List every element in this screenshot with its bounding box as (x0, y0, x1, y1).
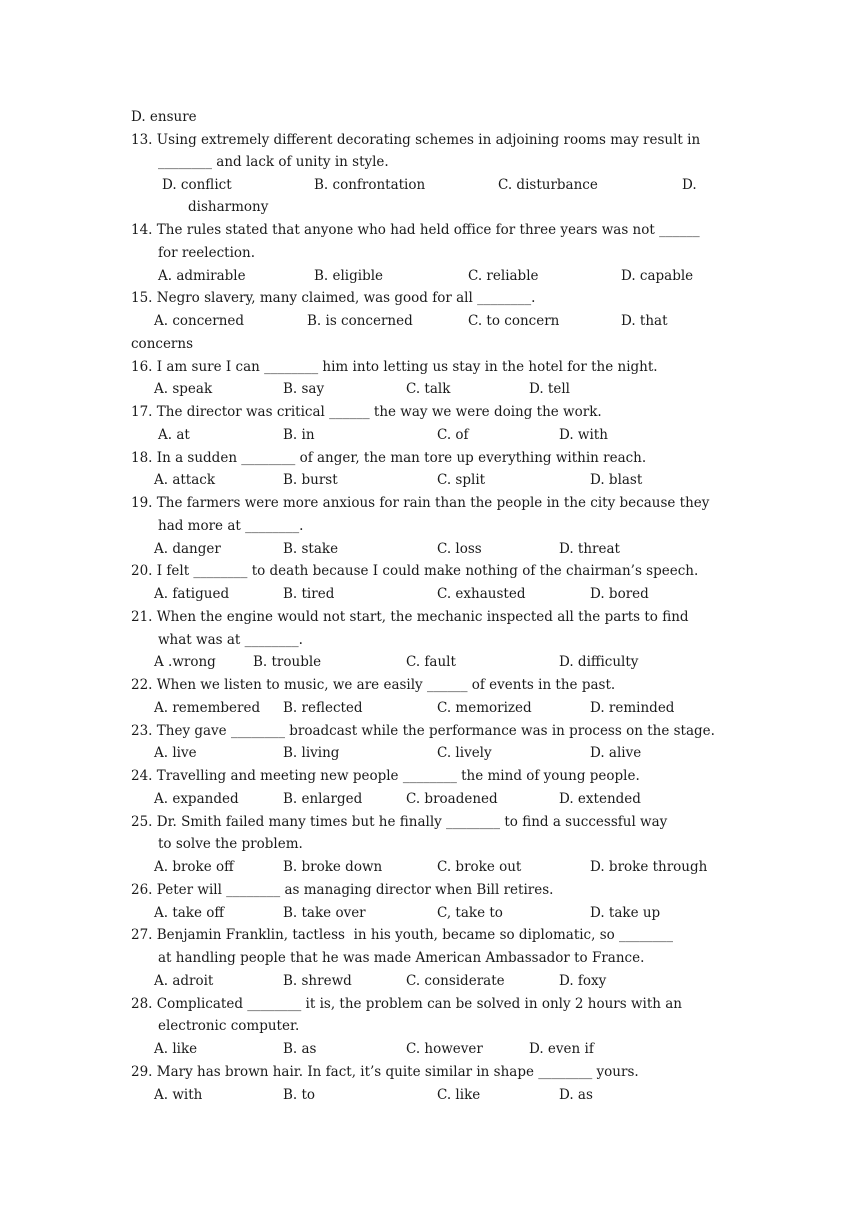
answer-option: A. speak (154, 381, 213, 397)
answer-option: B. to (283, 1087, 316, 1103)
answer-option: A. adroit (154, 973, 214, 989)
question-text: concerns (131, 336, 194, 352)
answer-option: D. conflict (162, 177, 232, 193)
answer-option: D. ensure (131, 109, 197, 125)
answer-option: C. of (437, 427, 469, 443)
answer-option: A. expanded (154, 791, 239, 807)
answer-option: D. capable (621, 268, 694, 284)
answer-option: D. alive (590, 745, 642, 761)
question-text: disharmony (188, 199, 269, 215)
question-text: 21. When the engine would not start, the mechanic inspected all the parts to find (131, 609, 689, 625)
question-text: 19. The farmers were more anxious for rain than the people in the city because they (131, 495, 710, 511)
answer-option: B. reflected (283, 700, 363, 716)
question-text: ________ and lack of unity in style. (158, 154, 389, 170)
question-text: 24. Travelling and meeting new people ________ the mind of young people. (131, 768, 640, 784)
answer-option: C, take to (437, 905, 503, 921)
answer-option: C. considerate (406, 973, 505, 989)
answer-option: A. broke off (154, 859, 234, 875)
question-text: had more at ________. (158, 518, 304, 534)
answer-option: B. enlarged (283, 791, 363, 807)
answer-option: B. stake (283, 541, 339, 557)
answer-option: A. admirable (158, 268, 246, 284)
answer-option: A. danger (154, 541, 221, 557)
answer-option: B. broke down (283, 859, 383, 875)
answer-option: B. say (283, 381, 325, 397)
answer-option: B. take over (283, 905, 366, 921)
answer-option: D. with (559, 427, 608, 443)
answer-option: C. lively (437, 745, 492, 761)
answer-option: D. take up (590, 905, 661, 921)
answer-option: D. reminded (590, 700, 675, 716)
answer-option: B. confrontation (314, 177, 426, 193)
answer-option: A. fatigued (154, 586, 230, 602)
answer-option: D. extended (559, 791, 641, 807)
answer-option: C. however (406, 1041, 483, 1057)
answer-option: C. like (437, 1087, 481, 1103)
answer-option: D. (682, 177, 697, 193)
answer-option: B. in (283, 427, 315, 443)
question-text: 13. Using extremely different decorating schemes in adjoining rooms may result in (131, 132, 701, 148)
question-text: 27. Benjamin Franklin, tactless in his youth, became so diplomatic, so ________ (131, 927, 674, 943)
answer-option: C. to concern (468, 313, 560, 329)
question-text: 23. They gave ________ broadcast while the performance was in process on the stage. (131, 723, 715, 739)
question-text: electronic computer. (158, 1018, 300, 1034)
answer-option: C. exhausted (437, 586, 526, 602)
answer-option: C. fault (406, 654, 456, 670)
answer-option: D. broke through (590, 859, 708, 875)
answer-option: D. as (559, 1087, 593, 1103)
answer-option: B. burst (283, 472, 338, 488)
answer-option: A. live (154, 745, 197, 761)
question-text: at handling people that he was made American Ambassador to France. (158, 950, 645, 966)
question-text: 22. When we listen to music, we are easily ______ of events in the past. (131, 677, 616, 693)
answer-option: A. concerned (154, 313, 245, 329)
answer-option: C. broke out (437, 859, 522, 875)
answer-option: B. as (283, 1041, 317, 1057)
question-text: 28. Complicated ________ it is, the problem can be solved in only 2 hours with an (131, 996, 682, 1012)
answer-option: D. foxy (559, 973, 607, 989)
question-text: 18. In a sudden ________ of anger, the man tore up everything within reach. (131, 450, 647, 466)
answer-option: D. difficulty (559, 654, 639, 670)
answer-option: A. with (154, 1087, 203, 1103)
question-text: what was at ________. (158, 632, 303, 648)
answer-option: D. bored (590, 586, 649, 602)
answer-option: C. memorized (437, 700, 532, 716)
answer-option: B. shrewd (283, 973, 352, 989)
question-text: 15. Negro slavery, many claimed, was good for all ________. (131, 290, 536, 306)
answer-option: D. tell (529, 381, 570, 397)
answer-option: D. even if (529, 1041, 594, 1057)
answer-option: D. blast (590, 472, 643, 488)
question-text: 29. Mary has brown hair. In fact, it’s quite similar in shape ________ yours. (131, 1064, 639, 1080)
answer-option: B. is concerned (307, 313, 413, 329)
question-text: 16. I am sure I can ________ him into letting us stay in the hotel for the night. (131, 359, 658, 375)
answer-option: A. like (154, 1041, 198, 1057)
answer-option: B. eligible (314, 268, 384, 284)
answer-option: A. attack (154, 472, 216, 488)
answer-option: D. that (621, 313, 668, 329)
answer-option: C. broadened (406, 791, 498, 807)
question-text: 20. I felt ________ to death because I could make nothing of the chairman’s speech. (131, 563, 699, 579)
answer-option: C. disturbance (498, 177, 598, 193)
answer-option: B. tired (283, 586, 335, 602)
answer-option: A. take off (154, 905, 224, 921)
answer-option: C. loss (437, 541, 482, 557)
question-text: 14. The rules stated that anyone who had held office for three years was not ______ (131, 222, 700, 238)
answer-option: B. living (283, 745, 340, 761)
answer-option: C. reliable (468, 268, 539, 284)
question-text: to solve the problem. (158, 836, 303, 852)
answer-option: A .wrong (154, 654, 216, 670)
answer-option: C. split (437, 472, 486, 488)
answer-option: C. talk (406, 381, 451, 397)
question-text: 25. Dr. Smith failed many times but he finally ________ to find a successful way (131, 814, 668, 830)
question-text: 17. The director was critical ______ the way we were doing the work. (131, 404, 602, 420)
question-text: for reelection. (158, 245, 256, 261)
answer-option: A. remembered (154, 700, 261, 716)
answer-option: B. trouble (253, 654, 322, 670)
question-text: 26. Peter will ________ as managing director when Bill retires. (131, 882, 554, 898)
answer-option: A. at (158, 427, 190, 443)
answer-option: D. threat (559, 541, 620, 557)
